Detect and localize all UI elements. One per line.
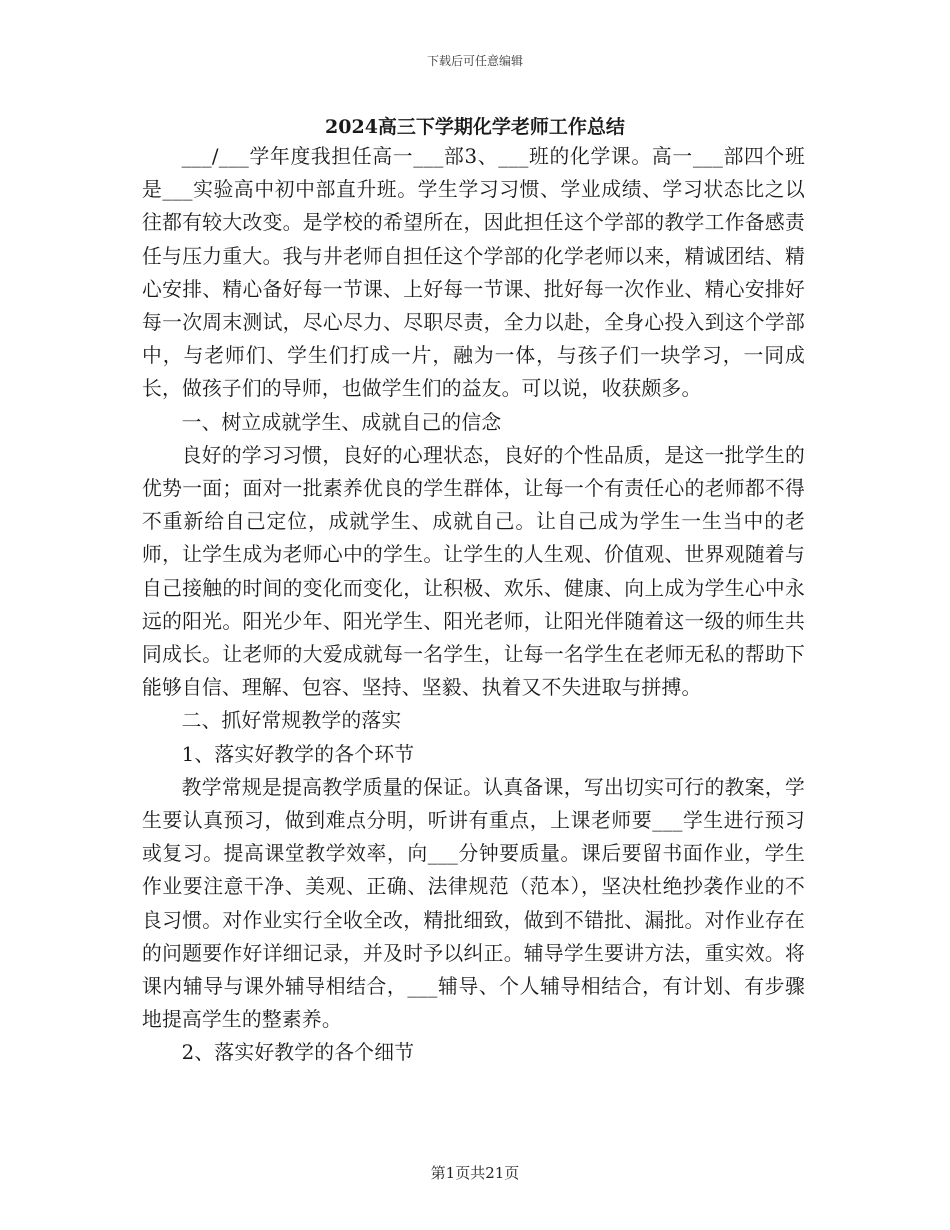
- paragraph-section-1: 良好的学习习惯，良好的心理状态，良好的个性品质，是这一批学生的优势一面；面对一批素养优良的学生群体，让每一个有责任心的老师都不得不重新给自己定位，成就学生、成就自己。让自己成为学生一生当中的老师，让学生成为老师心中的学生。让学生的人生观、价值观、世界观随着与自己接触的时间的变化而变化，让积极、欢乐、健康、向上成为学生心中永远的阳光。阳光少年、阳光学生、阳光老师，让阳光伴随着这一级的师生共同成长。让老师的大爱成就每一名学生，让每一名学生在老师无私的帮助下能够自信、理解、包容、坚持、坚毅、执着又不失进取与拼搏。: [142, 443, 805, 700]
- document-title: 2024高三下学期化学老师工作总结: [325, 116, 625, 138]
- subsection-heading-2: 2、落实好教学的各个细节: [181, 1041, 415, 1065]
- section-heading-1: 一、树立成就学生、成就自己的信念: [181, 410, 502, 434]
- header-note: 下载后可任意编辑: [426, 54, 523, 68]
- document-body: [142, 140, 805, 1070]
- paragraph-subsection-1: 教学常规是提高教学质量的保证。认真备课，写出切实可行的教案，学生要认真预习，做到难点分明，听讲有重点，上课老师要___学生进行预习或复习。提高课堂教学效率，向___分钟要质量。课后要留书面作业，学生作业要注意干净、美观、正确、法律规范（范本），坚决杜绝抄袭作业的不良习惯。对作业实行全收全改，精批细致，做到不错批、漏批。对作业存在的问题要作好详细记录，并及时予以纠正。辅导学生要讲方法，重实效。将课内辅导与课外辅导相结合，___辅导、个人辅导相结合，有计划、有步骤地提高学生的整素养。: [142, 775, 805, 1032]
- subsection-heading-1: 1、落实好教学的各个环节: [181, 742, 415, 766]
- section-heading-2: 二、抓好常规教学的落实: [181, 709, 402, 733]
- page-number: 第1页共21页: [430, 1164, 520, 1182]
- paragraph-intro: ___/___学年度我担任高一___部3、___班的化学课。高一___部四个班是___实验高中初中部直升班。学生学习习惯、学业成绩、学习状态比之以往都有较大改变。是学校的希望所在，因此担任这个学部的教学工作备感责任与压力重大。我与井老师自担任这个学部的化学老师以来，精诚团结、精心安排、精心备好每一节课、上好每一节课、批好每一次作业、精心安排好每一次周末测试，尽心尽力、尽职尽责，全力以赴，全身心投入到这个学部中，与老师们、学生们打成一片，融为一体，与孩子们一块学习，一同成长，做孩子们的导师，也做学生们的益友。可以说，收获颇多。: [142, 145, 805, 401]
